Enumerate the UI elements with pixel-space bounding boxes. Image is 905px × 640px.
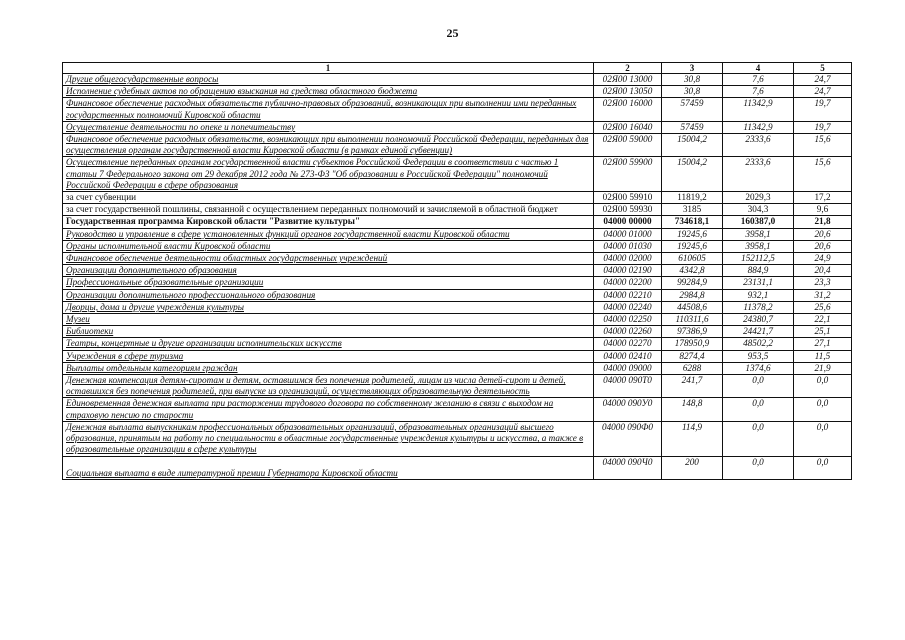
- row-value-col5: 9,6: [794, 204, 852, 216]
- row-value-col5: 20,6: [794, 240, 852, 252]
- row-value-col3: 6288: [662, 362, 723, 374]
- row-value-col3: 4342,8: [662, 265, 723, 277]
- row-value-col4: 7,6: [723, 86, 794, 98]
- row-value-col4: 11342,9: [723, 121, 794, 133]
- row-value-col4: 152112,5: [723, 253, 794, 265]
- table-row: [63, 326, 852, 338]
- row-code-cell: 02Я00 16000: [594, 98, 662, 121]
- table-row: [63, 362, 852, 374]
- row-code-cell: 04000 090Ф0: [594, 421, 662, 456]
- row-code-cell: 02Я00 59000: [594, 134, 662, 157]
- row-value-col4: 932,1: [723, 289, 794, 301]
- row-code-cell: 04000 090У0: [594, 398, 662, 421]
- row-name-cell: Руководство и управление в сфере установленных функций органов государственной власти Кировской области: [63, 228, 594, 240]
- row-value-col3: 734618,1: [662, 216, 723, 228]
- row-code-cell: 04000 09000: [594, 362, 662, 374]
- row-value-col3: 57459: [662, 98, 723, 121]
- row-value-col5: 20,6: [794, 228, 852, 240]
- row-code-cell: 04000 02260: [594, 326, 662, 338]
- row-value-col3: 30,8: [662, 86, 723, 98]
- row-value-col3: 148,8: [662, 398, 723, 421]
- row-code-cell: 04000 02190: [594, 265, 662, 277]
- row-value-col4: 1374,6: [723, 362, 794, 374]
- row-name-cell: за счет субвенции: [63, 192, 594, 204]
- column-header-1: 1: [63, 63, 594, 74]
- row-code-cell: 02Я00 13050: [594, 86, 662, 98]
- row-value-col5: 23,3: [794, 277, 852, 289]
- table-row: [63, 74, 852, 86]
- row-value-col3: 241,7: [662, 375, 723, 398]
- row-value-col5: 24,7: [794, 74, 852, 86]
- row-value-col5: 31,2: [794, 289, 852, 301]
- row-value-col4: 3958,1: [723, 228, 794, 240]
- table-row: [63, 253, 852, 265]
- row-value-col4: 304,3: [723, 204, 794, 216]
- row-code-cell: 04000 01030: [594, 240, 662, 252]
- table-row: [63, 134, 852, 157]
- column-header-5: 5: [794, 63, 852, 74]
- table-row: [63, 289, 852, 301]
- row-name-cell: Финансовое обеспечение деятельности областных государственных учреждений: [63, 253, 594, 265]
- budget-table: [62, 62, 852, 480]
- row-name-cell: Единовременная денежная выплата при расторжении трудового договора по собственному желанию в связи с выходом на страховую пенсию по старости: [63, 398, 594, 421]
- row-code-cell: 04000 02270: [594, 338, 662, 350]
- row-value-col5: 0,0: [794, 398, 852, 421]
- table-row: [63, 301, 852, 313]
- row-code-cell: 04000 01000: [594, 228, 662, 240]
- row-code-cell: 04000 00000: [594, 216, 662, 228]
- row-code-cell: 04000 02240: [594, 301, 662, 313]
- row-value-col5: 15,6: [794, 134, 852, 157]
- row-value-col3: 114,9: [662, 421, 723, 456]
- row-value-col4: 24421,7: [723, 326, 794, 338]
- row-value-col5: 19,7: [794, 121, 852, 133]
- row-value-col5: 21,8: [794, 216, 852, 228]
- row-value-col4: 160387,0: [723, 216, 794, 228]
- row-code-cell: 04000 090Ч0: [594, 456, 662, 479]
- row-value-col5: 20,4: [794, 265, 852, 277]
- row-code-cell: 02Я00 59910: [594, 192, 662, 204]
- row-name-cell: Библиотеки: [63, 326, 594, 338]
- row-name-cell: Организации дополнительного профессионального образования: [63, 289, 594, 301]
- row-value-col4: 48502,2: [723, 338, 794, 350]
- row-value-col5: 0,0: [794, 456, 852, 479]
- row-value-col3: 99284,9: [662, 277, 723, 289]
- row-value-col4: 884,9: [723, 265, 794, 277]
- row-value-col3: 2984,8: [662, 289, 723, 301]
- row-value-col5: 0,0: [794, 421, 852, 456]
- row-name-cell: Профессиональные образовательные организации: [63, 277, 594, 289]
- row-value-col5: 24,9: [794, 253, 852, 265]
- row-code-cell: 04000 090Т0: [594, 375, 662, 398]
- row-value-col4: 2333,6: [723, 157, 794, 192]
- row-name-cell: Выплаты отдельным категориям граждан: [63, 362, 594, 374]
- row-value-col3: 19245,6: [662, 240, 723, 252]
- row-value-col5: 25,6: [794, 301, 852, 313]
- row-value-col5: 15,6: [794, 157, 852, 192]
- table-row: [63, 375, 852, 398]
- row-code-cell: 04000 02250: [594, 314, 662, 326]
- page-number: 25: [446, 26, 459, 40]
- row-name-cell: Музеи: [63, 314, 594, 326]
- row-code-cell: 02Я00 59900: [594, 157, 662, 192]
- row-value-col3: 110311,6: [662, 314, 723, 326]
- row-value-col5: 17,2: [794, 192, 852, 204]
- row-value-col5: 24,7: [794, 86, 852, 98]
- row-name-cell: Социальная выплата в виде литературной премии Губернатора Кировской области: [63, 456, 594, 479]
- table-row: [63, 192, 852, 204]
- row-code-cell: 02Я00 16040: [594, 121, 662, 133]
- table-row: [63, 86, 852, 98]
- row-name-cell: Организации дополнительного образования: [63, 265, 594, 277]
- row-value-col5: 11,5: [794, 350, 852, 362]
- row-value-col3: 30,8: [662, 74, 723, 86]
- row-code-cell: 04000 02410: [594, 350, 662, 362]
- row-name-cell: Дворцы, дома и другие учреждения культуры: [63, 301, 594, 313]
- row-name-cell: Учреждения в сфере туризма: [63, 350, 594, 362]
- column-header-4: 4: [723, 63, 794, 74]
- table-row: [63, 98, 852, 121]
- table-row: [63, 204, 852, 216]
- row-value-col3: 57459: [662, 121, 723, 133]
- row-name-cell: Другие общегосударственные вопросы: [63, 74, 594, 86]
- row-value-col4: 11378,2: [723, 301, 794, 313]
- row-value-col4: 3958,1: [723, 240, 794, 252]
- row-value-col5: 19,7: [794, 98, 852, 121]
- row-name-cell: Финансовое обеспечение расходных обязательств, возникающих при выполнении полномочий Российской Федерации, переданных для осуществления органам государственной власти Кировской области (в рамках единой субвенции): [63, 134, 594, 157]
- column-header-3: 3: [662, 63, 723, 74]
- table-row: [63, 240, 852, 252]
- table-row: [63, 421, 852, 456]
- row-value-col4: 0,0: [723, 456, 794, 479]
- row-value-col3: 200: [662, 456, 723, 479]
- table-row: [63, 350, 852, 362]
- table-row: [63, 157, 852, 192]
- row-value-col4: 7,6: [723, 74, 794, 86]
- row-value-col4: 0,0: [723, 375, 794, 398]
- row-name-cell: Осуществление деятельности по опеке и попечительству: [63, 121, 594, 133]
- header-row: [63, 63, 852, 74]
- table-row: [63, 265, 852, 277]
- row-value-col4: 2029,3: [723, 192, 794, 204]
- column-header-2: 2: [594, 63, 662, 74]
- table-row: [63, 338, 852, 350]
- row-name-cell: Денежная компенсация детям-сиротам и детям, оставшимся без попечения родителей, лицам из числа детей-сирот и детей, оставшихся без попечения родителей, при выпуске из организаций, осуществляющих образовательную деятельность: [63, 375, 594, 398]
- row-code-cell: 04000 02000: [594, 253, 662, 265]
- row-value-col4: 953,5: [723, 350, 794, 362]
- row-value-col5: 22,1: [794, 314, 852, 326]
- row-name-cell: Государственная программа Кировской области "Развитие культуры": [63, 216, 594, 228]
- row-code-cell: 04000 02200: [594, 277, 662, 289]
- row-value-col4: 24380,7: [723, 314, 794, 326]
- table-row: [63, 456, 852, 479]
- table-row: [63, 277, 852, 289]
- row-value-col3: 3185: [662, 204, 723, 216]
- row-name-cell: Органы исполнительной власти Кировской области: [63, 240, 594, 252]
- table-row: [63, 314, 852, 326]
- row-name-cell: Осуществление переданных органам государственной власти субъектов Российской Федерации в соответствии с частью 1 статьи 7 Федерального закона от 29 декабря 2012 года № 273-ФЗ "Об образовании в Российской Федерации" полномочий Российской Федерации в сфере образования: [63, 157, 594, 192]
- row-value-col4: 23131,1: [723, 277, 794, 289]
- row-value-col3: 8274,4: [662, 350, 723, 362]
- row-name-cell: за счет государственной пошлины, связанной с осуществлением переданных полномочий и зачисляемой в областной бюджет: [63, 204, 594, 216]
- row-value-col3: 15004,2: [662, 157, 723, 192]
- row-value-col3: 178950,9: [662, 338, 723, 350]
- table-row: [63, 398, 852, 421]
- row-code-cell: 04000 02210: [594, 289, 662, 301]
- row-value-col3: 15004,2: [662, 134, 723, 157]
- table-row: [63, 216, 852, 228]
- row-value-col5: 21,9: [794, 362, 852, 374]
- row-value-col5: 27,1: [794, 338, 852, 350]
- row-value-col4: 0,0: [723, 421, 794, 456]
- row-name-cell: Финансовое обеспечение расходных обязательств публично-правовых образований, возникающих при выполнении ими переданных государственных полномочий Кировской области: [63, 98, 594, 121]
- row-value-col5: 25,1: [794, 326, 852, 338]
- row-value-col4: 0,0: [723, 398, 794, 421]
- table-row: [63, 121, 852, 133]
- row-value-col3: 11819,2: [662, 192, 723, 204]
- row-name-cell: Денежная выплата выпускникам профессиональных образовательных организаций, образовательных организаций высшего образования, принятым на работу по специальности в областные государственные учреждения культуры и искусства, а также в образовательные организации в сфере культуры: [63, 421, 594, 456]
- row-value-col3: 19245,6: [662, 228, 723, 240]
- row-value-col3: 97386,9: [662, 326, 723, 338]
- row-value-col4: 2333,6: [723, 134, 794, 157]
- row-value-col4: 11342,9: [723, 98, 794, 121]
- row-name-cell: Театры, концертные и другие организации исполнительских искусств: [63, 338, 594, 350]
- row-value-col3: 44508,6: [662, 301, 723, 313]
- row-code-cell: 02Я00 59930: [594, 204, 662, 216]
- table-row: [63, 228, 852, 240]
- row-value-col5: 0,0: [794, 375, 852, 398]
- row-code-cell: 02Я00 13000: [594, 74, 662, 86]
- row-value-col3: 610605: [662, 253, 723, 265]
- row-name-cell: Исполнение судебных актов по обращению взыскания на средства областного бюджета: [63, 86, 594, 98]
